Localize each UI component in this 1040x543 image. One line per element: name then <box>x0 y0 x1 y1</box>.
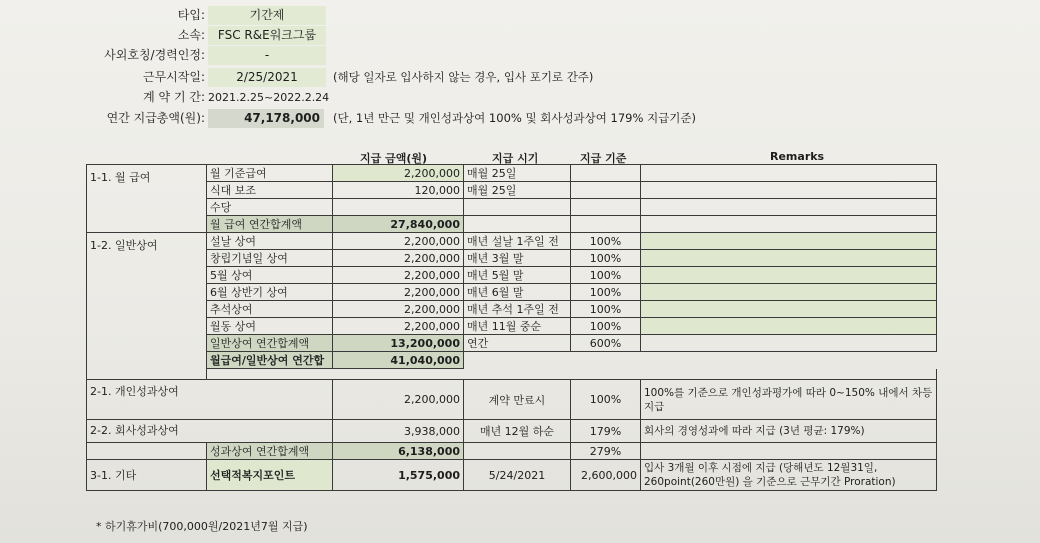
blank-cell <box>87 443 207 460</box>
timing-cell <box>464 199 571 216</box>
info-label: 근무시작일: <box>142 70 205 84</box>
timing-cell: 매년 12월 하순 <box>464 420 571 443</box>
table-row <box>87 352 937 369</box>
timing-cell <box>464 443 571 460</box>
amount-cell: 2,200,000 <box>333 284 464 301</box>
amount-cell: 27,840,000 <box>333 216 464 233</box>
timing-cell: 매월 25일 <box>464 165 571 182</box>
timing-cell: 5/24/2021 <box>464 460 571 491</box>
remarks-cell <box>641 443 937 460</box>
remarks-cell <box>641 199 937 216</box>
amount-cell: 120,000 <box>333 182 464 199</box>
info-type-row <box>0 6 700 25</box>
item-cell: 일반상여 연간합계액 <box>207 335 333 352</box>
header-remarks: Remarks <box>770 150 825 163</box>
amount-cell: 6,138,000 <box>333 443 464 460</box>
table-row <box>87 335 937 352</box>
remarks-cell <box>641 318 937 335</box>
table-row <box>87 443 937 460</box>
table-row <box>87 284 937 301</box>
remarks-cell <box>641 165 937 182</box>
info-label: 연간 지급총액(원): <box>106 111 205 125</box>
category-cell: 1-2. 일반상여 <box>87 233 207 380</box>
info-affiliation-row <box>0 26 700 45</box>
info-value: 2021.2.25~2022.2.24 <box>208 91 330 104</box>
basis-cell <box>571 182 641 199</box>
item-cell: 선택적복지포인트 <box>207 460 333 491</box>
table-row <box>87 165 937 182</box>
info-label: 계 약 기 간: <box>143 90 205 104</box>
timing-cell: 매년 5월 말 <box>464 267 571 284</box>
remarks-cell <box>641 182 937 199</box>
pay-table <box>86 164 937 491</box>
item-cell: 6월 상반기 상여 <box>207 284 333 301</box>
item-cell: 식대 보조 <box>207 182 333 199</box>
blank-cell <box>207 369 937 380</box>
item-cell: 5월 상여 <box>207 267 333 284</box>
timing-cell: 매월 25일 <box>464 182 571 199</box>
table-row <box>87 318 937 335</box>
basis-cell: 100% <box>571 233 641 250</box>
header-amount: 지급 금액(원) <box>360 152 428 165</box>
timing-cell: 연간 <box>464 335 571 352</box>
table-row <box>87 267 937 284</box>
item-cell: 월 급여 연간합계액 <box>207 216 333 233</box>
timing-cell: 매년 3월 말 <box>464 250 571 267</box>
info-total-row <box>0 109 900 128</box>
amount-cell: 2,200,000 <box>333 165 464 182</box>
remarks-cell: 100%를 기준으로 개인성과평가에 따라 0~150% 내에서 차등지급 <box>641 380 937 420</box>
amount-cell: 41,040,000 <box>333 352 464 369</box>
remarks-cell: 회사의 경영성과에 따라 지급 (3년 평균: 179%) <box>641 420 937 443</box>
amount-cell: 1,575,000 <box>333 460 464 491</box>
remarks-cell <box>641 216 937 233</box>
item-cell: 성과상여 연간합계액 <box>207 443 333 460</box>
info-title-row <box>0 46 700 65</box>
amount-cell: 2,200,000 <box>333 250 464 267</box>
blank-cell <box>464 352 937 369</box>
table-row <box>87 380 937 420</box>
item-cell: 설날 상여 <box>207 233 333 250</box>
table-row <box>87 216 937 233</box>
info-label: 사외호칭/경력인정: <box>104 48 205 62</box>
amount-cell: 2,200,000 <box>333 267 464 284</box>
category-cell: 3-1. 기타 <box>87 460 207 491</box>
remarks-cell <box>641 335 937 352</box>
item-cell: 월급여/일반상여 연간합 <box>207 352 333 369</box>
remarks-cell <box>641 233 937 250</box>
info-value: 2/25/2021 <box>208 68 326 87</box>
table-row <box>87 460 937 491</box>
category-cell: 2-2. 회사성과상여 <box>87 420 333 443</box>
basis-cell: 600% <box>571 335 641 352</box>
table-row <box>87 420 937 443</box>
item-cell: 월동 상여 <box>207 318 333 335</box>
remarks-cell <box>641 301 937 318</box>
basis-cell <box>571 165 641 182</box>
remarks-cell <box>641 267 937 284</box>
basis-cell: 100% <box>571 318 641 335</box>
timing-cell: 매년 설날 1주일 전 <box>464 233 571 250</box>
table-row <box>87 233 937 250</box>
category-cell: 2-1. 개인성과상여 <box>87 380 333 420</box>
info-value: 기간제 <box>208 6 326 25</box>
table-row <box>87 199 937 216</box>
timing-cell: 매년 추석 1주일 전 <box>464 301 571 318</box>
info-label: 소속: <box>177 28 205 42</box>
item-cell: 추석상여 <box>207 301 333 318</box>
category-cell: 1-1. 월 급여 <box>87 165 207 233</box>
amount-cell <box>333 199 464 216</box>
info-value: 47,178,000 <box>208 109 324 128</box>
info-start-row <box>0 68 800 87</box>
amount-cell: 2,200,000 <box>333 380 464 420</box>
table-row <box>87 182 937 199</box>
timing-cell: 매년 11월 중순 <box>464 318 571 335</box>
remarks-cell <box>641 284 937 301</box>
timing-cell <box>464 216 571 233</box>
item-cell: 월 기준급여 <box>207 165 333 182</box>
footnote: * 하기휴가비(700,000원/2021년7월 지급) <box>96 520 308 533</box>
basis-cell: 279% <box>571 443 641 460</box>
amount-cell: 13,200,000 <box>333 335 464 352</box>
info-note: (해당 일자로 입사하지 않는 경우, 입사 포기로 간주) <box>333 70 594 84</box>
timing-cell: 계약 만료시 <box>464 380 571 420</box>
basis-cell <box>571 199 641 216</box>
table-row <box>87 250 937 267</box>
basis-cell: 100% <box>571 250 641 267</box>
remarks-cell: 입사 3개월 이후 시점에 지급 (당해년도 12월31일, 260point(260만원) 을 기준으로 근무기간 Proration) <box>641 460 937 491</box>
basis-cell: 2,600,000 <box>571 460 641 491</box>
basis-cell <box>571 216 641 233</box>
amount-cell: 2,200,000 <box>333 233 464 250</box>
timing-cell: 매년 6월 말 <box>464 284 571 301</box>
info-value: FSC R&E워크그룹 <box>208 26 326 45</box>
table-row <box>87 369 937 380</box>
info-value: - <box>208 46 326 65</box>
remarks-cell <box>641 250 937 267</box>
info-label: 타입: <box>177 8 205 22</box>
basis-cell: 100% <box>571 380 641 420</box>
basis-cell: 100% <box>571 284 641 301</box>
info-period-row <box>0 88 700 107</box>
basis-cell: 100% <box>571 267 641 284</box>
amount-cell: 2,200,000 <box>333 301 464 318</box>
header-timing: 지급 시기 <box>492 152 539 165</box>
item-cell: 수당 <box>207 199 333 216</box>
basis-cell: 179% <box>571 420 641 443</box>
table-row <box>87 301 937 318</box>
header-basis: 지급 기준 <box>580 152 627 165</box>
amount-cell: 3,938,000 <box>333 420 464 443</box>
amount-cell: 2,200,000 <box>333 318 464 335</box>
info-note: (단, 1년 만근 및 개인성과상여 100% 및 회사성과상여 179% 지급기준) <box>333 111 696 125</box>
item-cell: 창립기념일 상여 <box>207 250 333 267</box>
basis-cell: 100% <box>571 301 641 318</box>
